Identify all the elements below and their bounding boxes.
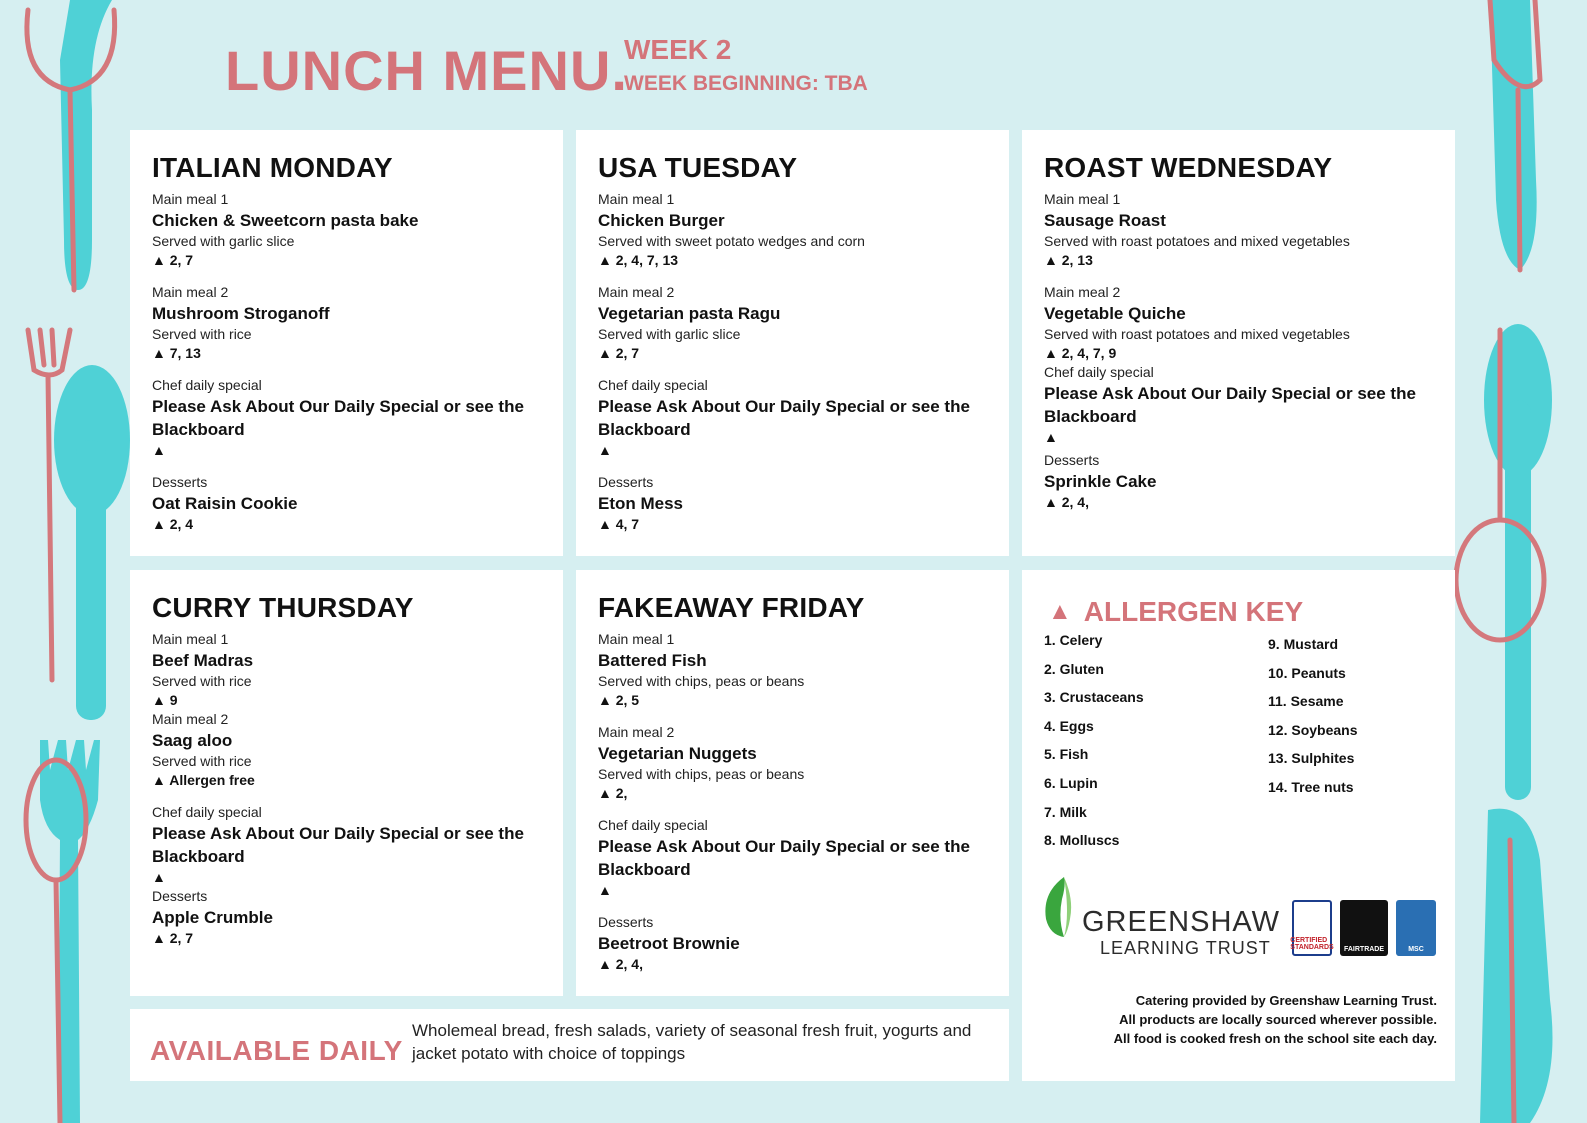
meal-served: Served with chips, peas or beans	[598, 673, 805, 689]
allergen-item: 9. Mustard	[1268, 636, 1339, 652]
catering-line: All food is cooked fresh on the school site each day.	[1113, 1031, 1437, 1046]
meal-allergens: ▲	[152, 442, 166, 458]
meal-label: Main meal 2	[152, 284, 229, 300]
meal-label: Desserts	[598, 474, 654, 490]
leaf-icon	[1040, 875, 1076, 939]
triangle-icon: ▲	[1048, 598, 1072, 625]
allergen-item: 1. Celery	[1044, 632, 1103, 648]
allergen-key-heading: ALLERGEN KEY	[1083, 596, 1304, 627]
certification-badges	[1292, 900, 1436, 956]
meal-label: Main meal 1	[1044, 191, 1121, 207]
week-beginning: WEEK BEGINNING: TBA	[624, 72, 868, 95]
allergen-item: 5. Fish	[1044, 746, 1089, 763]
meal-allergens: ▲	[598, 882, 612, 898]
day-title: USA TUESDAY	[598, 152, 798, 183]
allergen-key-title	[1048, 596, 1303, 628]
monday-card	[130, 130, 563, 556]
catering-line: All products are locally sourced wherever possible.	[1119, 1012, 1437, 1027]
meal-dish: Please Ask About Our Daily Special or see the Blackboard	[598, 837, 970, 879]
meal-allergens: ▲ 2, 7	[598, 345, 640, 361]
thursday-card	[130, 570, 563, 996]
meal-served: Served with sweet potato wedges and corn	[598, 233, 865, 249]
day-title: ITALIAN MONDAY	[152, 152, 393, 183]
meal-label: Chef daily special	[598, 817, 708, 833]
available-daily-card	[130, 1009, 1009, 1081]
meal-allergens: ▲ 2, 5	[598, 692, 640, 708]
meal-allergens: ▲	[152, 869, 166, 885]
allergen-item: 7. Milk	[1044, 803, 1087, 820]
meal-label: Main meal 2	[152, 711, 229, 727]
day-title: FAKEAWAY FRIDAY	[598, 592, 865, 623]
msc-badge: MSC	[1396, 900, 1436, 956]
meal-dish: Please Ask About Our Daily Special or see the Blackboard	[152, 397, 524, 439]
meal-allergens: ▲ 2, 13	[1044, 252, 1093, 268]
allergen-item: 10. Peanuts	[1268, 664, 1346, 681]
meal-dish: Apple Crumble	[152, 908, 273, 927]
meal-dish: Vegetarian pasta Ragu	[598, 304, 781, 323]
day-title: CURRY THURSDAY	[152, 592, 414, 623]
week-number: WEEK 2	[624, 34, 732, 65]
greenshaw-logo	[1040, 875, 1280, 959]
allergen-key-card	[1022, 570, 1455, 1081]
allergen-item: 11. Sesame	[1268, 693, 1344, 710]
meal-allergens: ▲	[598, 442, 612, 458]
meal-served: Served with rice	[152, 326, 252, 342]
meal-served: Served with garlic slice	[598, 326, 741, 342]
meal-label: Desserts	[152, 888, 208, 904]
meal-allergens: ▲ 2, 4,	[598, 956, 643, 972]
meal-allergens: ▲ 2, 4,	[1044, 494, 1089, 510]
meal-label: Desserts	[598, 914, 654, 930]
meal-label: Main meal 1	[598, 191, 675, 207]
meal-served: Served with roast potatoes and mixed vegetables	[1044, 326, 1350, 342]
allergen-item: 4. Eggs	[1044, 717, 1094, 734]
allergen-list-2	[1268, 636, 1358, 808]
meal-dish: Chicken Burger	[598, 211, 725, 230]
meal-served: Served with chips, peas or beans	[598, 766, 805, 782]
red-tractor-badge: CERTIFIED STANDARDS	[1292, 900, 1332, 956]
meal-label: Desserts	[152, 474, 208, 490]
meal-dish: Battered Fish	[598, 651, 707, 670]
meal-allergens: ▲ 2, 4, 7, 13	[598, 252, 679, 268]
meal-served: Served with garlic slice	[152, 233, 295, 249]
logo-line-1: GREENSHAW	[1082, 906, 1281, 938]
meal-served: Served with roast potatoes and mixed vegetables	[1044, 233, 1350, 249]
meal-allergens: ▲	[1044, 429, 1058, 445]
meal-served: Served with rice	[152, 673, 252, 689]
meal-dish: Beetroot Brownie	[598, 934, 740, 953]
meal-dish: Sausage Roast	[1044, 211, 1166, 230]
meal-allergens: ▲ 7, 13	[152, 345, 201, 361]
meal-dish: Saag aloo	[152, 731, 233, 750]
meal-dish: Sprinkle Cake	[1044, 472, 1157, 491]
allergen-item: 13. Sulphites	[1268, 750, 1355, 767]
catering-note	[1114, 991, 1437, 1048]
allergen-item: 3. Crustaceans	[1044, 689, 1144, 706]
meal-dish: Oat Raisin Cookie	[152, 494, 298, 513]
meal-label: Main meal 1	[152, 191, 229, 207]
meal-allergens: ▲ 2, 4	[152, 516, 194, 532]
meal-label: Main meal 2	[1044, 284, 1121, 300]
meal-allergens: ▲ 2,	[598, 785, 628, 801]
allergen-list-1	[1044, 632, 1144, 861]
meal-served: Served with rice	[152, 753, 252, 769]
meal-allergens: ▲ 2, 4, 7, 9	[1044, 345, 1117, 361]
page-title: LUNCH MENU.	[225, 39, 628, 102]
meal-label: Main meal 1	[598, 631, 675, 647]
meal-label: Desserts	[1044, 452, 1100, 468]
meal-dish: Beef Madras	[152, 651, 254, 670]
meal-label: Chef daily special	[152, 804, 262, 820]
fairtrade-badge: FAIRTRADE	[1340, 900, 1388, 956]
available-daily-title: AVAILABLE DAILY	[150, 1035, 403, 1066]
meal-dish: Eton Mess	[598, 494, 684, 513]
meal-allergens: ▲ 2, 7	[152, 930, 194, 946]
meal-dish: Please Ask About Our Daily Special or see the Blackboard	[1044, 384, 1416, 426]
allergen-item: 12. Soybeans	[1268, 721, 1358, 738]
meal-dish: Chicken & Sweetcorn pasta bake	[152, 211, 419, 230]
allergen-item: 14. Tree nuts	[1268, 778, 1354, 795]
meal-dish: Mushroom Stroganoff	[152, 304, 330, 323]
meal-label: Chef daily special	[152, 377, 262, 393]
tuesday-card	[576, 130, 1009, 556]
meal-dish: Please Ask About Our Daily Special or see the Blackboard	[152, 824, 524, 866]
catering-line: Catering provided by Greenshaw Learning Trust.	[1135, 993, 1437, 1008]
logo-line-2: LEARNING TRUST	[1100, 938, 1271, 958]
meal-allergens: ▲ 2, 7	[152, 252, 194, 268]
meal-label: Main meal 2	[598, 724, 675, 740]
meal-dish: Vegetable Quiche	[1044, 304, 1186, 323]
meal-allergens: ▲ Allergen free	[152, 772, 255, 788]
meal-label: Chef daily special	[1044, 364, 1154, 380]
available-daily-text: Wholemeal bread, fresh salads, variety of seasonal fresh fruit, yogurts and jacket potato with choice of toppings	[412, 1021, 972, 1063]
day-title: ROAST WEDNESDAY	[1044, 152, 1333, 183]
week-info	[624, 34, 868, 96]
meal-allergens: ▲ 4, 7	[598, 516, 640, 532]
wednesday-card	[1022, 130, 1455, 556]
meal-label: Main meal 1	[152, 631, 229, 647]
friday-card	[576, 570, 1009, 996]
allergen-item: 6. Lupin	[1044, 774, 1098, 791]
allergen-item: 8. Molluscs	[1044, 832, 1120, 849]
meal-allergens: ▲ 9	[152, 692, 178, 708]
meal-label: Main meal 2	[598, 284, 675, 300]
allergen-item: 2. Gluten	[1044, 660, 1104, 677]
meal-label: Chef daily special	[598, 377, 708, 393]
meal-dish: Vegetarian Nuggets	[598, 744, 757, 763]
meal-dish: Please Ask About Our Daily Special or see the Blackboard	[598, 397, 970, 439]
